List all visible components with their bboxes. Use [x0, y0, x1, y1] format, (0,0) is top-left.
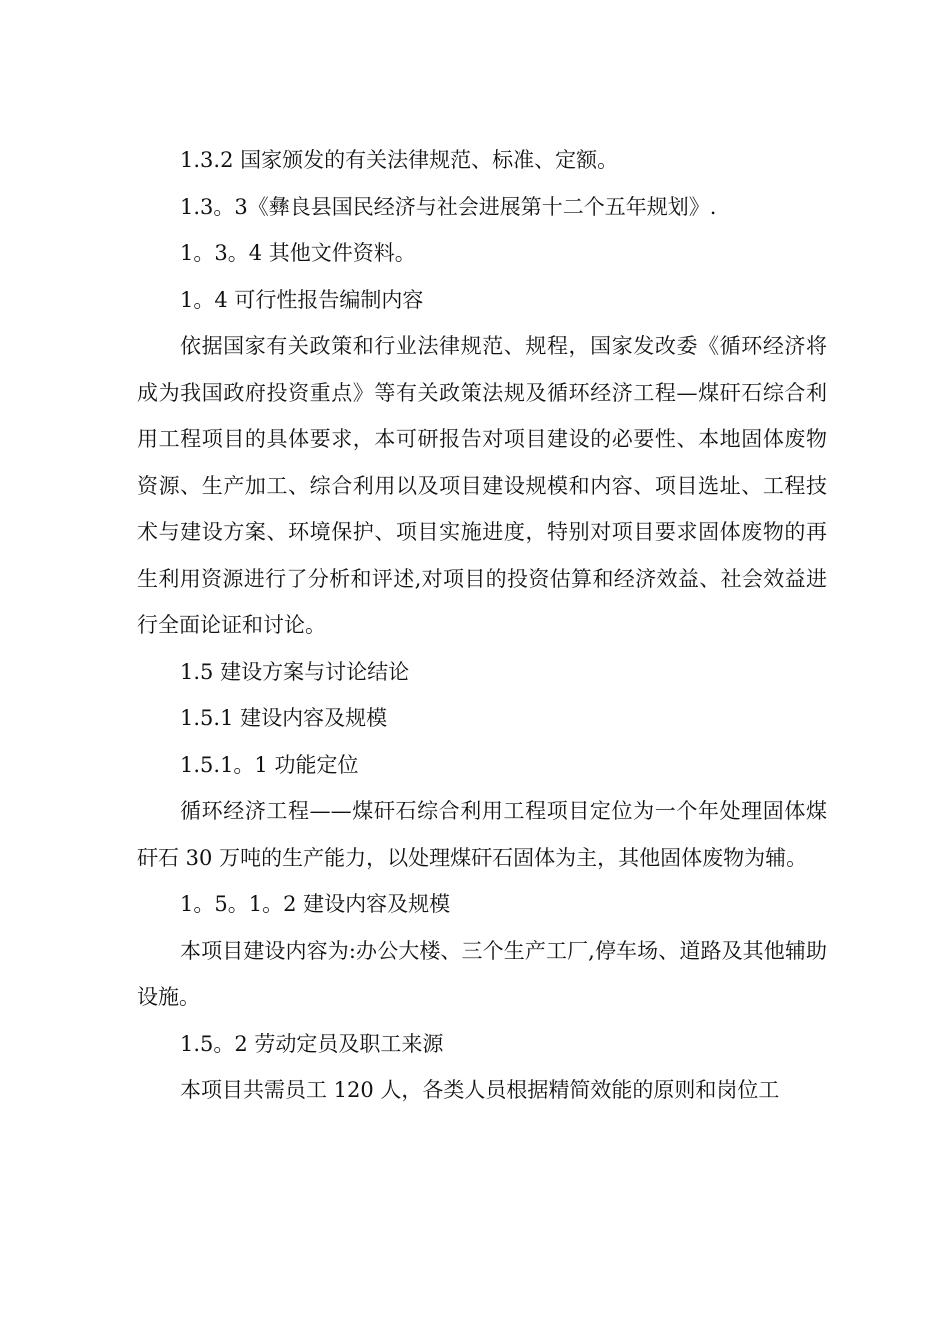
section-1-4-body: 依据国家有关政策和行业法律规范、规程，国家发改委《循环经济将成为我国政府投资重点》等有关政策法规及循环经济工程—煤矸石综合利用工程项目的具体要求，本可研报告对项目建设的必要性、本地固体废物资源、生产加工、综合利用以及项目建设规模和内容、项目选址、工程技术与建设方案、环境保护、项目实施进度，特别对项目要求固体废物的再生利用资源进行了分析和评述,对项目的投资估算和经济效益、社会效益进行全面论证和讨论。: [137, 334, 827, 637]
section-1-5-2-heading: 1.5。2 劳动定员及职工来源: [180, 1031, 444, 1056]
section-1-3-3-heading: 1.3。3《彝良县国民经济与社会进展第十二个五年规划》.: [180, 194, 717, 219]
section-1-5-1-2-heading: 1。5。1。2 建设内容及规模: [180, 892, 451, 916]
section-1-5-1-1-heading: 1.5.1。1 功能定位: [180, 752, 359, 777]
section-1-5-1-1-body: 循环经济工程——煤矸石综合利用工程项目定位为一个年处理固体煤矸石 30 万吨的生产能力，以处理煤矸石固体为主，其他固体废物为辅。: [137, 799, 827, 870]
document-body: [137, 137, 827, 1114]
section-1-5-1-heading: 1.5.1 建设内容及规模: [180, 706, 388, 730]
section-1-5-heading: 1.5 建设方案与讨论结论: [180, 659, 410, 684]
section-1-3-2-heading: 1.3.2 国家颁发的有关法律规范、标准、定额。: [180, 148, 619, 172]
section-1-5-1-2-body: 本项目建设内容为:办公大楼、三个生产工厂,停车场、道路及其他辅助设施。: [137, 938, 827, 1009]
section-1-5-2-body: 本项目共需员工 120 人，各类人员根据精简效能的原则和岗位工: [180, 1078, 780, 1102]
section-1-4-heading: 1。4 可行性报告编制内容: [180, 287, 424, 312]
section-1-3-4-heading: 1。3。4 其他文件资料。: [180, 241, 416, 265]
